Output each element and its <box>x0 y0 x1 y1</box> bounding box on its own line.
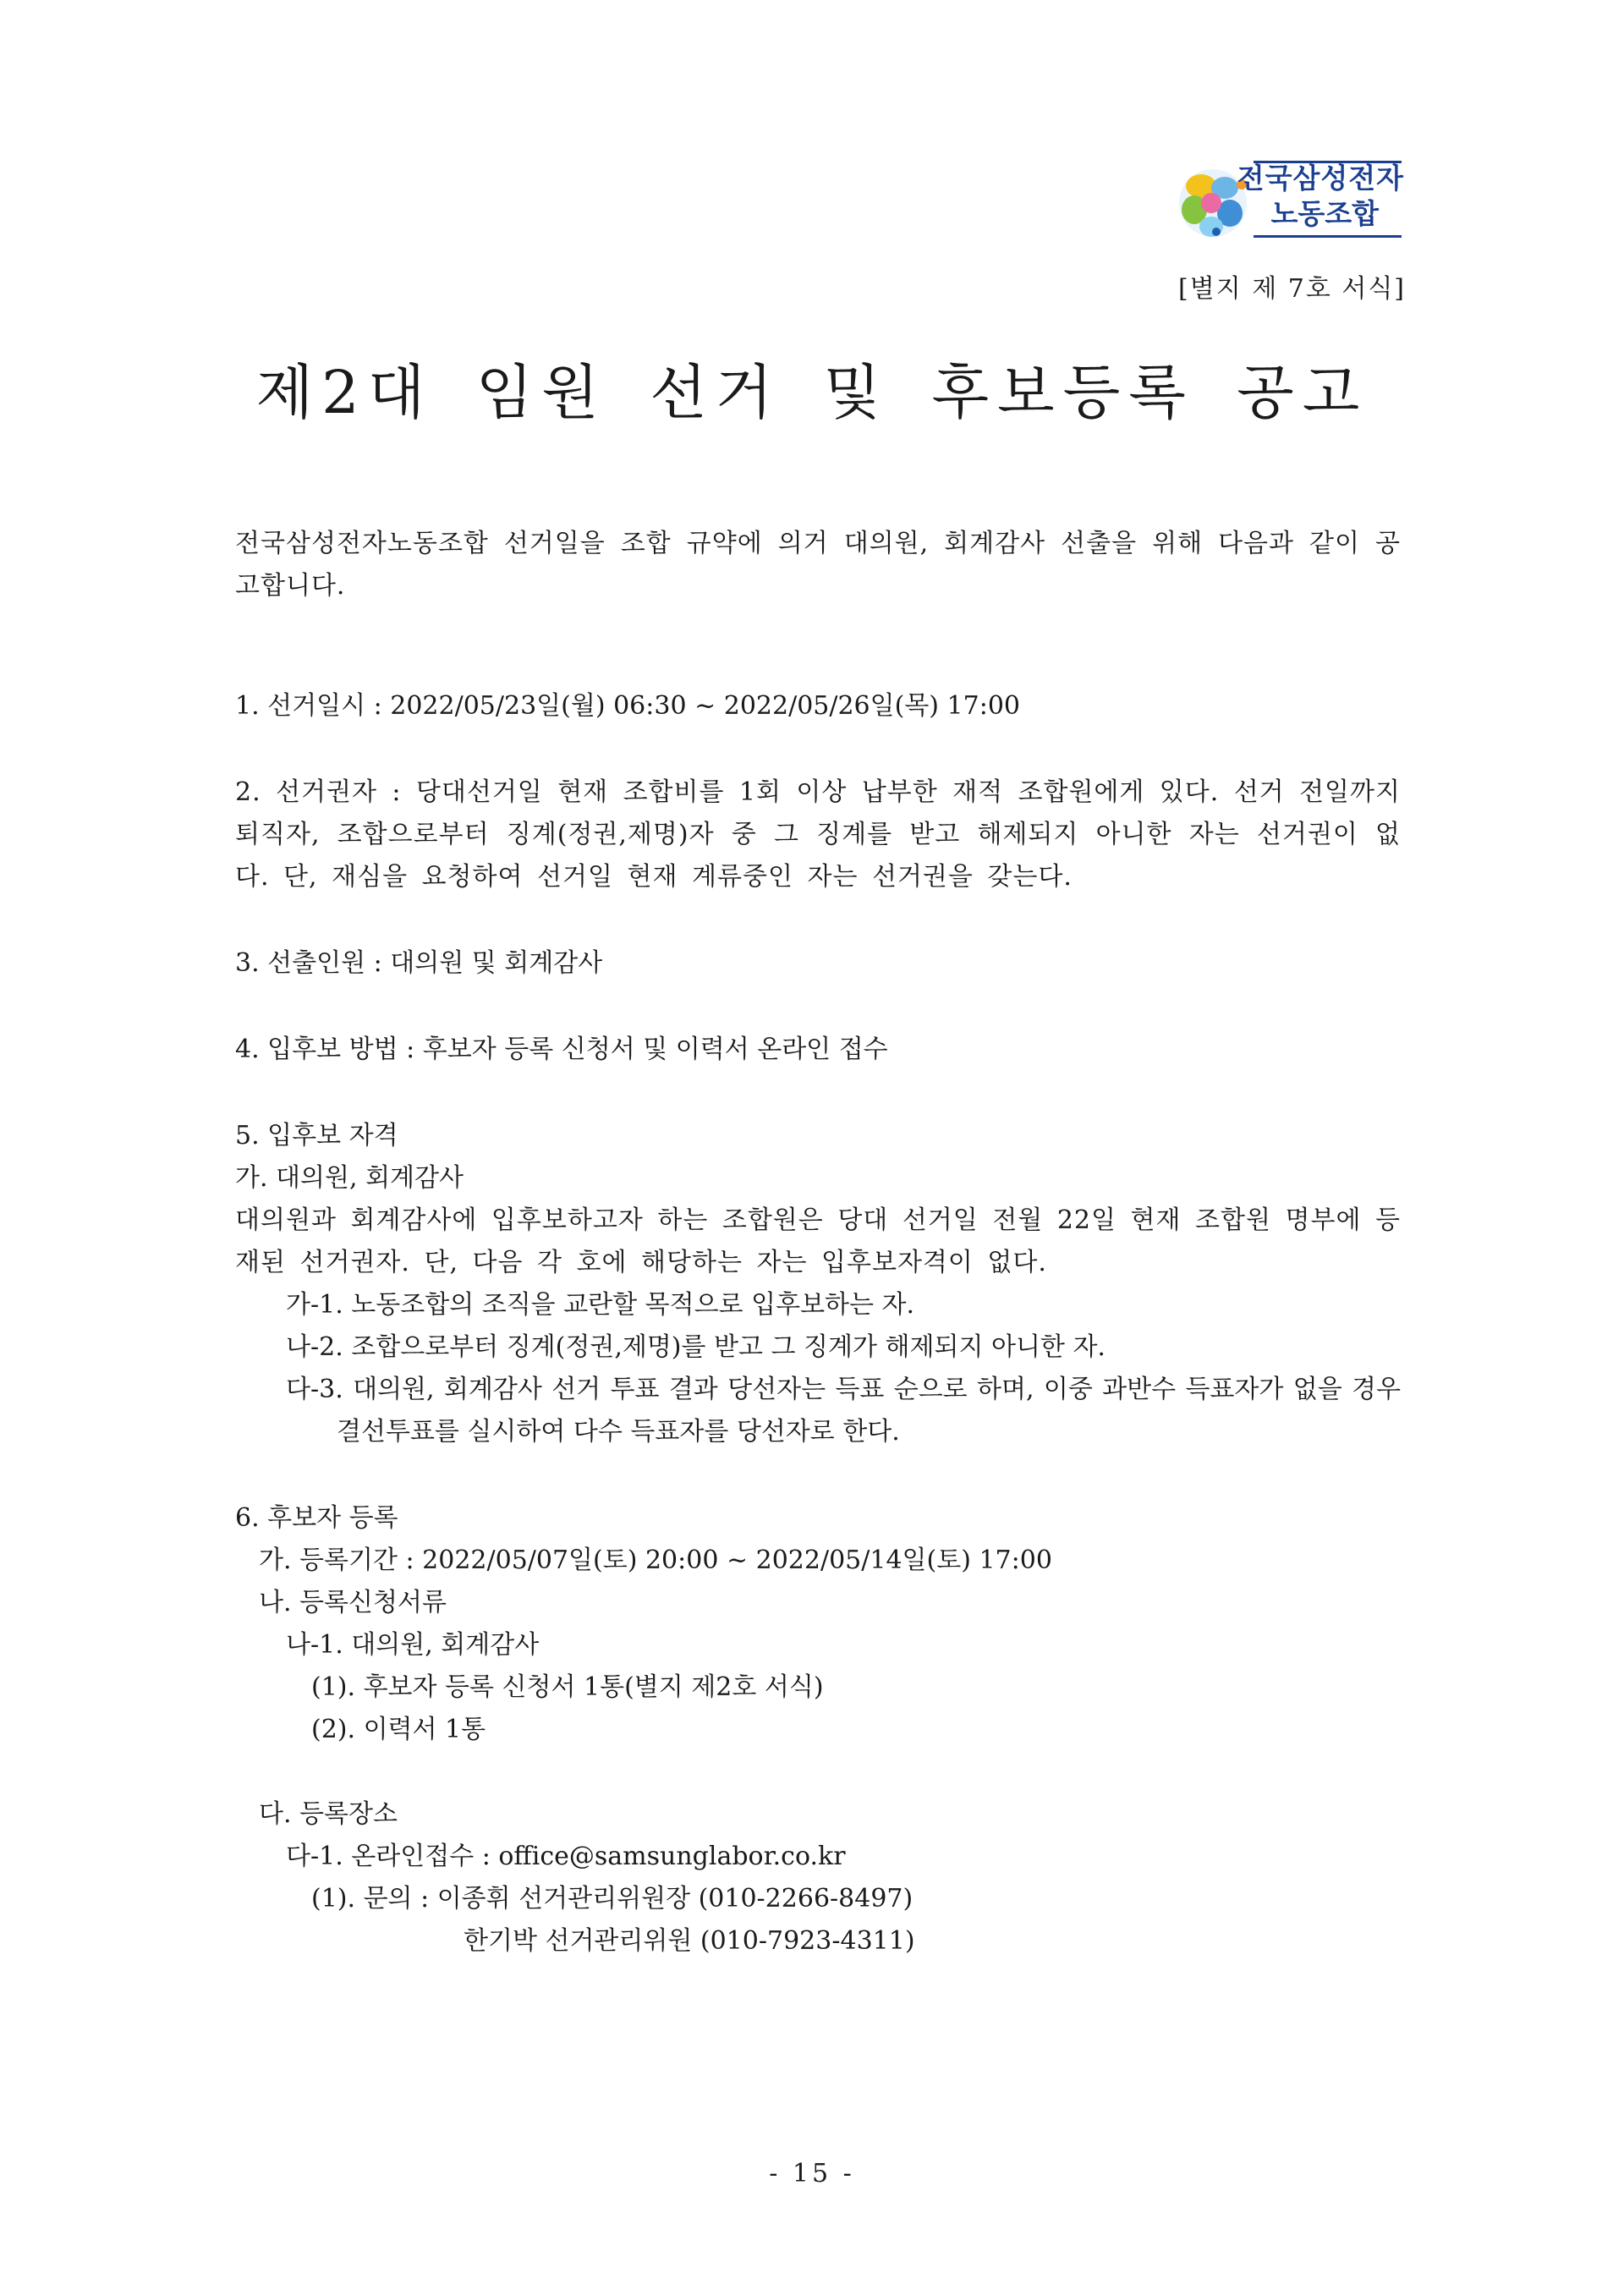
section-5-item-1: 가-1. 노동조합의 조직을 교란할 목적으로 입후보하는 자. <box>286 1290 915 1320</box>
logo-wordmark <box>1235 161 1404 232</box>
section-6-period: 가. 등록기간 : 2022/05/07일(토) 20:00 ~ 2022/05/14일(토) 17:00 <box>259 1546 1052 1575</box>
logo-line-1: 전국삼성전자 <box>1237 162 1404 195</box>
section-6-document-1: (1). 후보자 등록 신청서 1통(별지 제2호 서식) <box>311 1672 824 1702</box>
page-title: 제2대 임원 선거 및 후보등록 공고 <box>255 358 1369 427</box>
section-3: 3. 선출인원 : 대의원 및 회계감사 <box>235 948 603 978</box>
section-5-subheading: 가. 대의원, 회계감사 <box>235 1163 464 1193</box>
intro-paragraph: 전국삼성전자노동조합 선거일을 조합 규약에 의거 대의원, 회계감사 선출을 위해 다음과 같이 공고합니다. <box>235 529 1401 601</box>
section-6-contact-2: 한기박 선거관리위원 (010-7923-4311) <box>464 1926 915 1956</box>
section-6-heading: 6. 후보자 등록 <box>235 1503 398 1533</box>
logo-line-2: 노동조합 <box>1270 197 1379 230</box>
section-1: 1. 선거일시 : 2022/05/23일(월) 06:30 ~ 2022/05/26일(목) 17:00 <box>235 691 1021 721</box>
section-5-item-2: 나-2. 조합으로부터 징계(정권,제명)를 받고 그 징계가 해제되지 아니한 자. <box>286 1332 1106 1362</box>
section-2: 2. 선거권자 : 당대선거일 현재 조합비를 1회 이상 납부한 재적 조합원에게 있다. 선거 전일까지 퇴직자, 조합으로부터 징계(정권,제명)자 중 그 징계를 받고 해제되지 아니한 자는 선거권이 없다. 단, 재심을 요청하여 선거일 현재 계류중인 자는 선거권을 갖는다. <box>235 777 1401 892</box>
section-5-item-3: 다-3. 대의원, 회계감사 선거 투표 결과 당선자는 득표 순으로 하며, 이중 과반수 득표자가 없을 경우 결선투표를 실시하여 다수 득표자를 당선자로 한다. <box>286 1375 1401 1447</box>
section-5-text: 대의원과 회계감사에 입후보하고자 하는 조합원은 당대 선거일 전월 22일 현재 조합원 명부에 등재된 선거권자. 단, 다음 각 호에 해당하는 자는 입후보자격이 없다. <box>235 1205 1401 1277</box>
section-6-document-2: (2). 이력서 1통 <box>311 1715 486 1744</box>
section-6-documents-group: 나-1. 대의원, 회계감사 <box>286 1630 540 1660</box>
section-5-heading: 5. 입후보 자격 <box>235 1121 398 1150</box>
form-number: [별지 제 7호 서식] <box>1178 274 1406 304</box>
union-logo <box>1169 161 1402 245</box>
section-6-documents: 나. 등록신청서류 <box>259 1588 447 1617</box>
section-4: 4. 입후보 방법 : 후보자 등록 신청서 및 이력서 온라인 접수 <box>235 1035 888 1064</box>
logo-bottom-rule <box>1254 235 1402 238</box>
section-6-contact-1: (1). 문의 : 이종휘 선거관리위원장 (010-2266-8497) <box>311 1884 914 1913</box>
page-number: - 15 - <box>769 2159 855 2188</box>
notice-body <box>235 523 1401 1963</box>
section-6-location: 다. 등록장소 <box>259 1799 398 1829</box>
section-6-online-submission: 다-1. 온라인접수 : office@samsunglabor.co.kr <box>286 1842 846 1871</box>
